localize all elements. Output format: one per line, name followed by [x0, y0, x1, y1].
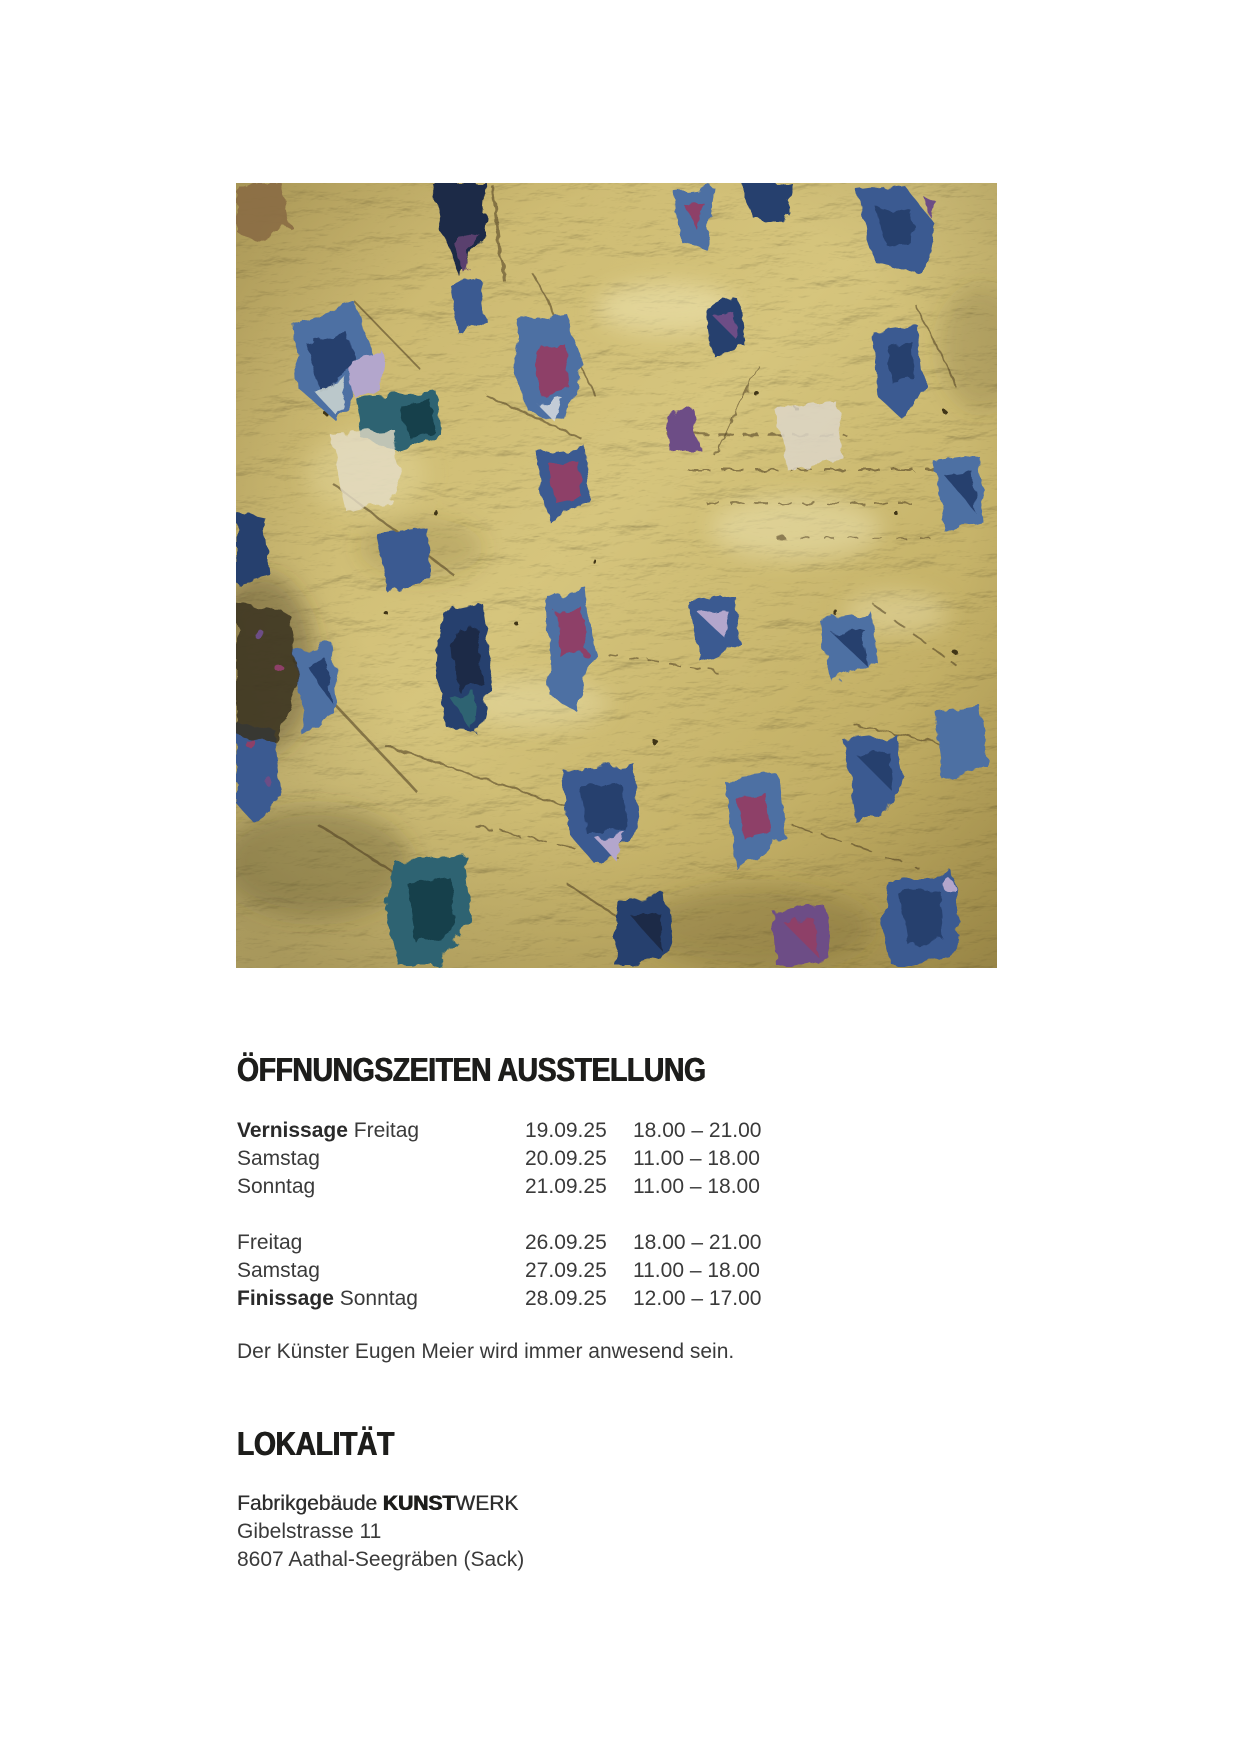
schedule-row	[237, 1173, 761, 1201]
opening-hours-title: ÖFFNUNGSZEITEN AUSSTELLUNG	[237, 1051, 706, 1088]
time-range: 18.00 – 21.00	[633, 1231, 762, 1254]
date-value: 20.09.25	[525, 1147, 607, 1170]
schedule-gap	[237, 1201, 761, 1229]
address-block	[237, 1490, 524, 1574]
time-range: 12.00 – 17.00	[633, 1287, 762, 1310]
schedule-row	[237, 1285, 761, 1313]
day-label: Samstag	[237, 1147, 320, 1170]
opening-hours-table	[237, 1117, 761, 1313]
date-value: 19.09.25	[525, 1119, 607, 1142]
building-name: Fabrikgebäude KUNSTWERK	[237, 1492, 519, 1515]
day-label: Vernissage Freitag	[237, 1119, 420, 1142]
time-range: 18.00 – 21.00	[633, 1119, 762, 1142]
time-range: 11.00 – 18.00	[633, 1175, 760, 1198]
date-value: 27.09.25	[525, 1259, 607, 1282]
street-address: Gibelstrasse 11	[237, 1520, 382, 1543]
schedule-row	[237, 1117, 761, 1145]
time-range: 11.00 – 18.00	[633, 1147, 760, 1170]
date-value: 21.09.25	[525, 1175, 607, 1198]
time-range: 11.00 – 18.00	[633, 1259, 760, 1282]
artist-note: Der Künster Eugen Meier wird immer anwesend sein.	[237, 1340, 735, 1363]
city-address: 8607 Aathal-Seegräben (Sack)	[237, 1548, 525, 1571]
day-label: Freitag	[237, 1231, 303, 1254]
artwork-image	[236, 183, 997, 968]
date-value: 28.09.25	[525, 1287, 607, 1310]
date-value: 26.09.25	[525, 1231, 607, 1254]
day-label: Samstag	[237, 1259, 320, 1282]
day-label: Sonntag	[237, 1175, 316, 1198]
schedule-row	[237, 1257, 761, 1285]
schedule-row	[237, 1229, 761, 1257]
schedule-row	[237, 1145, 761, 1173]
location-title: LOKALITÄT	[237, 1425, 394, 1462]
day-label: Finissage Sonntag	[237, 1287, 418, 1310]
